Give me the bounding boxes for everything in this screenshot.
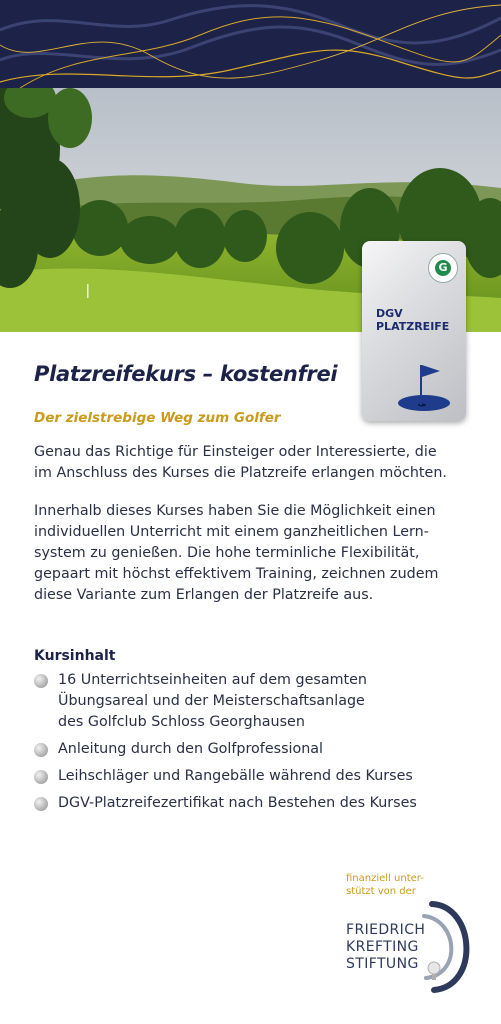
course-content-heading: Kursinhalt bbox=[34, 648, 116, 664]
golf-flag-icon bbox=[392, 359, 452, 415]
list-item: 16 Unterrichtseinheiten auf dem gesamten Übungsareal und der Meisterschaftsanlage des Golfclub Schloss Georghausen bbox=[34, 670, 474, 733]
foundation-name: FRIEDRICH KREFTING STIFTUNG bbox=[346, 922, 426, 972]
wave-decoration bbox=[0, 0, 501, 88]
intro-paragraph: Genau das Richtige für Einsteiger oder Interessierte, die im Anschluss des Kurses die Platzreife erlangen möchten. bbox=[34, 444, 447, 481]
header-band bbox=[0, 0, 501, 88]
dgv-platzreife-card bbox=[362, 241, 466, 421]
description-paragraph: Innerhalb dieses Kurses haben Sie die Möglichkeit einen individuellen Unterricht mit einem ganzheitlichen Lern- system zu genießen. Die hohe terminliche Flexibilität, gepaart mit höchst effektivem Training, zeichnen zudem diese Variante zum Erlangen der Platzreife aus. bbox=[34, 503, 439, 603]
card-title: DGV PLATZREIFE bbox=[376, 307, 450, 333]
list-item: Anleitung durch den Golfprofessional bbox=[34, 739, 474, 760]
subtitle: Der zielstrebige Weg zum Golfer bbox=[34, 410, 281, 426]
bullet-icon bbox=[34, 674, 48, 688]
sponsor-note: finanziell unter- stützt von der bbox=[346, 873, 424, 897]
list-item: Leihschläger und Rangebälle während des Kurses bbox=[34, 766, 474, 787]
list-item: DGV-Platzreifezertifikat nach Bestehen des Kurses bbox=[34, 793, 474, 814]
foundation-logo-icon bbox=[420, 896, 480, 996]
course-content-list bbox=[34, 670, 474, 820]
bullet-icon bbox=[34, 797, 48, 811]
dgv-logo-icon: G bbox=[428, 253, 458, 283]
bullet-icon bbox=[34, 743, 48, 757]
page-title: Platzreifekurs – kostenfrei bbox=[34, 362, 338, 386]
bullet-icon bbox=[34, 770, 48, 784]
